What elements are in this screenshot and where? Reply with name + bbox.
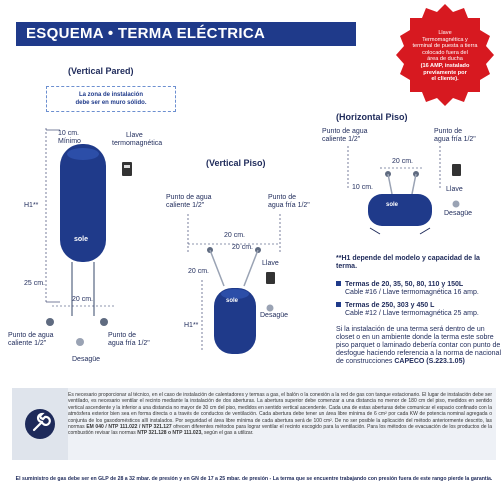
h1-note: **H1 depende del modelo y capacidad de la terma. — [336, 255, 480, 270]
wrench-icon — [24, 408, 56, 440]
cold-water-label: Punto de agua fría 1/2" — [108, 332, 150, 347]
vertical-piso-title: (Vertical Piso) — [206, 158, 266, 168]
h1-label: H1** — [24, 202, 39, 209]
dist-20: 20 cm. — [72, 296, 94, 303]
water-heater-horizontal — [368, 194, 432, 226]
closet-note: Si la instalación de una terma será dentro de un closet o en un ambiente donde la terma este sobre piso parquet o laminado debería contar con punto de desfogue haciendo referencia a la norma de nacional de construcciones CAPECO (S.223.1.05) — [336, 326, 502, 365]
min-distance: 10 cm. Mínimo — [58, 130, 81, 145]
dist-25: 25 cm. — [24, 280, 46, 287]
vp-dist-20-vertical: 20 cm. — [188, 268, 210, 275]
page-title: ESQUEMA • TERMA ELÉCTRICA — [16, 22, 356, 46]
vp-h1: H1** — [184, 322, 199, 329]
hot-water-label: Punto de agua caliente 1/2" — [8, 332, 54, 347]
vp-breaker-icon — [266, 272, 275, 284]
vp-dist-20a: 20 cm. — [224, 232, 246, 239]
hp-breaker-label: Llave — [446, 186, 463, 193]
breaker-icon — [122, 162, 132, 176]
hp-hot-label: Punto de agua caliente 1/2" — [322, 128, 368, 143]
legend: **H1 depende del modelo y capacidad de la terma. Termas de 20, 35, 50, 80, 110 y 150L Cable #16 / Llave termomagnética 16 amp. Termas de 250, 303 y 450 L Cable #12 / Llave termomagnética 25 amp. Si la instalación de una terma será dentro de un closet o en un ambiente donde la terma este sobre piso parquet o laminado debería contar con punto de desfogue haciendo referencia a la norma de nacional de construcciones CAPECO (S.223.1.05) — [336, 255, 502, 365]
drain-label: Desagüe — [72, 356, 101, 363]
hp-cold-label: Punto de agua fría 1/2" — [434, 128, 476, 143]
hp-dist-20: 20 cm. — [392, 158, 414, 165]
hp-breaker-icon — [452, 164, 461, 176]
cold-water-valve-icon — [100, 318, 108, 326]
vp-brand-logo: sole — [226, 298, 239, 304]
zone-note: La zona de instalación debe ser en muro sólido. — [46, 86, 176, 112]
vp-drain-label: Desagüe — [260, 312, 289, 319]
hot-water-valve-icon — [46, 318, 54, 326]
breaker-label: Llave termomagnética — [112, 132, 163, 147]
vp-cold-label: Punto de agua fría 1/2" — [268, 194, 310, 209]
legend-item-1: Termas de 20, 35, 50, 80, 110 y 150L — [336, 281, 501, 289]
vp-hot-label: Punto de agua caliente 1/2" — [166, 194, 212, 209]
hp-drain-label: Desagüe — [444, 210, 473, 217]
hp-drain-icon — [453, 201, 460, 208]
brand-logo: sole — [74, 236, 89, 243]
badge-text: Llave Termomagnética y terminal de puesta a tierra colocado fuera del área de ducha (16 AMP, instalado previamente por el cliente). — [412, 30, 478, 83]
vp-breaker-label: Llave — [262, 260, 279, 267]
hp-brand-logo: sole — [386, 202, 399, 208]
legend-item-2: Termas de 250, 303 y 450 L — [336, 302, 501, 310]
vp-drain-icon — [267, 305, 274, 312]
hp-dist-10: 10 cm. — [352, 184, 374, 191]
vertical-pared-title: (Vertical Pared) — [68, 66, 134, 76]
horizontal-piso-title: (Horizontal Piso) — [336, 112, 408, 122]
drain-icon — [76, 338, 84, 346]
water-heater-vertical-wall — [60, 144, 106, 262]
footer-text: Es necesario proporcionar al técnico, en el caso de instalación de calentadores y termas a gas, el balón o la conexión a la red de gas con tanque estacionario. El lugar de instalación debe ser ventilado, es necesario ventilar el recinto mediante la instalación de dos aberturas. La abertura superior debe comenzar a una distancia no menor de 180 cm del piso, medidos en sentido vertical ascendente y la inferior a una distancia no mayor de 30 cm del piso, medidos en sentido vertical ascendente. Cada una de estas aberturas debe comunicar el espacio confinado con la atmósfera exterior bien sea en forma directa o a través de conductos de ventilación. Cada abertura debe tener un área libre mínima de 6 cm² por cada KW de potencia nominal agregada o conjunta de los gasodomésticos allí instalados. Por seguridad el área libre mínima de cada abertura será de 100 cm². De no ser posible la aplicación del método anteriormente descrito, las normas EM 040 / NTP 111.022 / NTP 321.127 ofrecen diferentes métodos para lograr ventilar el recinto escogido para la ventilación. Para los métodos de evacuación de los productos de la combustión revisar las normas NTP 321.128 o NTP 111.023, según el gas a utilizar. — [68, 392, 493, 437]
gas-pressure-note: El suministro de gas debe ser en GLP de 28 a 32 mbar. de presión y en GN de 17 a 25 mbar. de presión - La terma que se encuentre trabajando con presión fuera de este rango pierde la garantía. — [15, 476, 493, 482]
vp-dist-20b: 20 cm. — [232, 244, 254, 251]
